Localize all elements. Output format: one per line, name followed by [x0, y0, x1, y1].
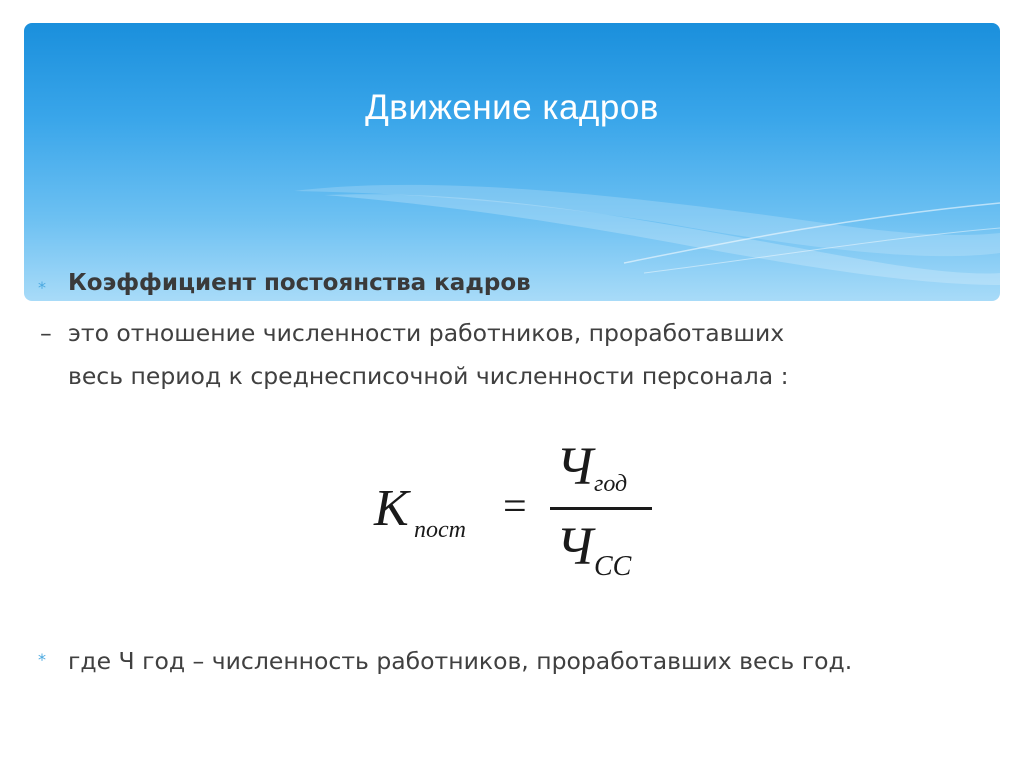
- banner-wave-decoration: [24, 23, 1000, 301]
- formula-note: где Ч год – численность работников, проработавших весь год.: [68, 647, 853, 675]
- title-banner: [24, 23, 1000, 301]
- formula-denominator: Ч: [556, 516, 594, 576]
- definition-line-1: [40, 312, 980, 355]
- formula-fraction-bar: [550, 507, 652, 510]
- bullet-icon: *: [38, 278, 46, 297]
- formula-lhs-subscript: пост: [414, 517, 466, 543]
- definition-line-2: весь период к среднесписочной численности персонала :: [68, 362, 789, 390]
- definition-dash: –: [40, 319, 52, 347]
- formula-numerator: Ч: [556, 436, 594, 496]
- definition-line-1-text: это отношение численности работников, проработавших: [68, 319, 785, 347]
- formula-denominator-subscript: СС: [594, 551, 632, 582]
- slide-title: Движение кадров: [365, 88, 659, 127]
- definition-text: [40, 312, 980, 398]
- definition-heading: Коэффициент постоянства кадров: [68, 270, 531, 296]
- formula-lhs: К: [374, 480, 409, 537]
- bullet-icon: *: [38, 650, 46, 669]
- formula: [370, 435, 670, 595]
- formula-equals: =: [503, 484, 527, 530]
- formula-numerator-subscript: год: [594, 471, 628, 497]
